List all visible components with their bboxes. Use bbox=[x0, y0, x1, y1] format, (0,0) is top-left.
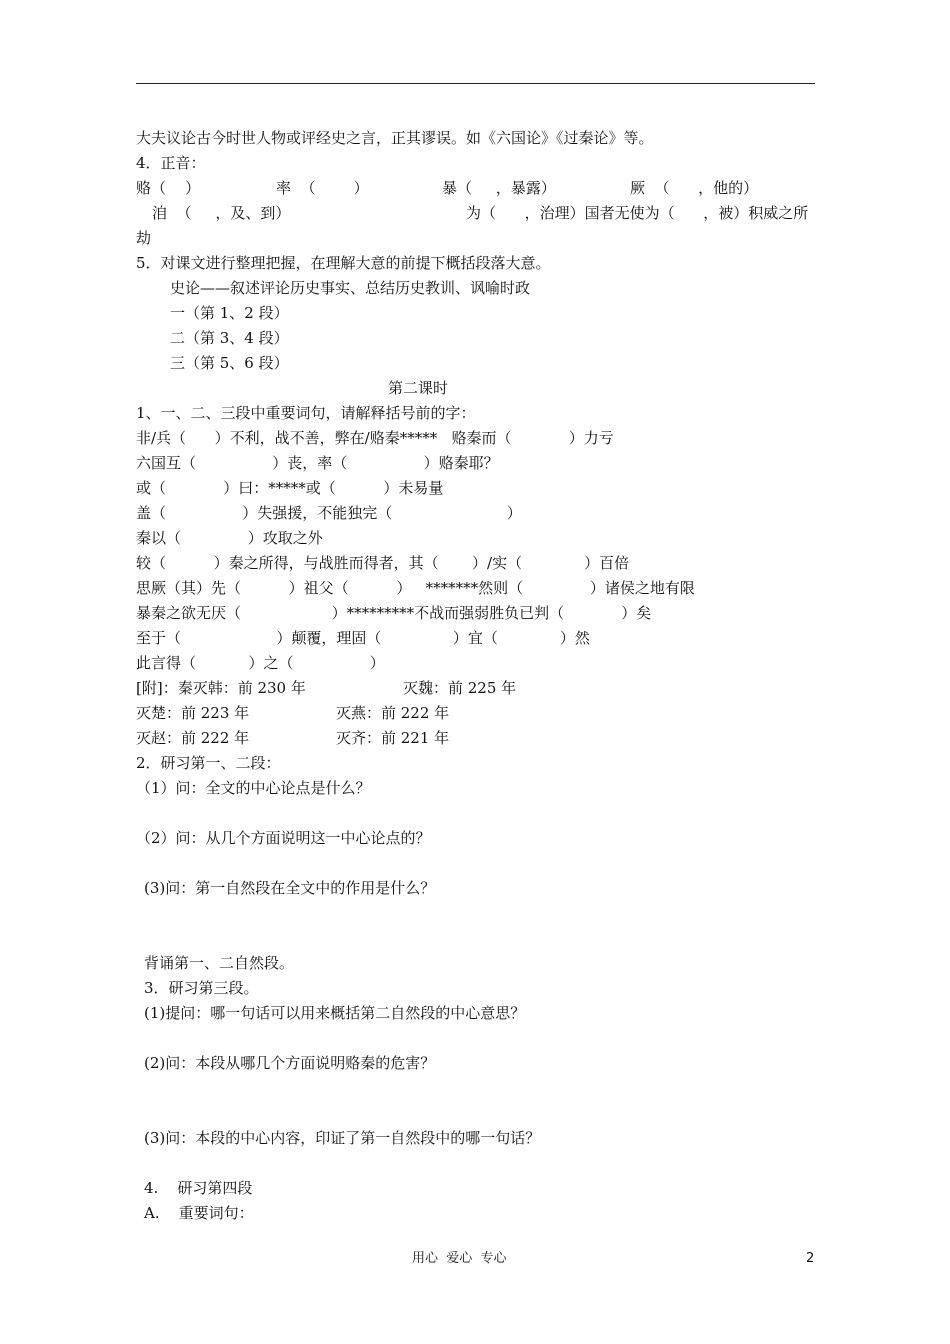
text-span: 灭燕：前 222 年 bbox=[336, 704, 450, 722]
text-span: 灭楚：前 223 年 bbox=[136, 704, 250, 722]
page-number: 2 bbox=[806, 1251, 815, 1266]
header-rule bbox=[136, 83, 815, 84]
text-span: 率 （ ） bbox=[276, 179, 369, 197]
lesson-title: 第二课时 bbox=[388, 379, 449, 397]
text-span: 赂（ ） bbox=[136, 179, 201, 197]
question-line: (2)问：本段从哪几个方面说明赂秦的危害？ bbox=[144, 1054, 436, 1072]
question-line: （2）问：从几个方面说明这一中心论点的？ bbox=[136, 829, 431, 847]
text-span: 灭齐：前 221 年 bbox=[336, 729, 450, 747]
text-line: 劫 bbox=[136, 229, 152, 247]
text-line: 秦以（ ）攻取之外 bbox=[136, 529, 323, 547]
text-span: 灭魏：前 225 年 bbox=[403, 679, 517, 697]
text-line: 或（ ）曰：*****或（ ）未易量 bbox=[136, 479, 444, 497]
section-heading: 1、一、二、三段中重要词句，请解释括号前的字： bbox=[136, 404, 476, 422]
text-span: 为（ ，治理）国者无使为（ ，被）积威之所 bbox=[466, 204, 809, 222]
text-line: A. 重要词句： bbox=[144, 1204, 254, 1222]
text-line: 二（第 3、4 段） bbox=[170, 329, 289, 347]
question-line: (1)提问：哪一句话可以用来概括第二自然段的中心意思？ bbox=[144, 1004, 526, 1022]
text-line: 背诵第一、二自然段。 bbox=[144, 954, 295, 972]
text-line: 盖（ ）失强援，不能独完（ ） bbox=[136, 504, 522, 522]
text-line: 史论——叙述评论历史事实、总结历史教训、讽喻时政 bbox=[170, 279, 531, 297]
text-line: 一（第 1、2 段） bbox=[170, 304, 289, 322]
text-span: 厥 （ ，他的） bbox=[630, 179, 759, 197]
text-line: 非/兵（ ）不利，战不善，弊在/赂秦***** 赂秦而（ ）力亏 bbox=[136, 429, 614, 447]
text-line: 此言得（ ）之（ ） bbox=[136, 654, 385, 672]
question-line: (3)问：本段的中心内容，印证了第一自然段中的哪一句话？ bbox=[144, 1129, 541, 1147]
text-span: [附]：秦灭韩：前 230 年 bbox=[136, 679, 306, 697]
section-heading: 5．对课文进行整理把握，在理解大意的前提下概括段落大意。 bbox=[136, 254, 551, 272]
question-line: （1）问：全文的中心论点是什么？ bbox=[136, 779, 371, 797]
footer-motto: 用心 爱心 专心 bbox=[412, 1251, 507, 1266]
section-heading: 3．研习第三段。 bbox=[144, 979, 259, 997]
text-line: 暴秦之欲无厌（ ）*********不战而强弱胜负已判（ ）矣 bbox=[136, 604, 652, 622]
text-span: 暴（ ，暴露） bbox=[442, 179, 556, 197]
text-line: 思厥（其）先（ ）祖父（ ） *******然则（ ）诸侯之地有限 bbox=[136, 579, 695, 597]
text-span: 灭赵：前 222 年 bbox=[136, 729, 250, 747]
text-span: 洎 （ ，及、到） bbox=[152, 204, 291, 222]
text-line: 六国互（ ）丧，率（ ）赂秦耶？ bbox=[136, 454, 499, 472]
section-heading: 4．正音： bbox=[136, 154, 206, 172]
text-line: 较（ ）秦之所得，与战胜而得者，其（ ）/实（ ）百倍 bbox=[136, 554, 630, 572]
text-line: 三（第 5、6 段） bbox=[170, 354, 289, 372]
section-heading: 4. 研习第四段 bbox=[144, 1179, 253, 1197]
text-line: 至于（ ）颠覆，理固（ ）宜（ ）然 bbox=[136, 629, 590, 647]
question-line: (3)问：第一自然段在全文中的作用是什么？ bbox=[144, 879, 436, 897]
section-heading: 2．研习第一、二段： bbox=[136, 754, 281, 772]
text-line: 大夫议论古今时世人物或评经史之言，正其谬误。如《六国论》《过秦论》等。 bbox=[136, 129, 654, 147]
